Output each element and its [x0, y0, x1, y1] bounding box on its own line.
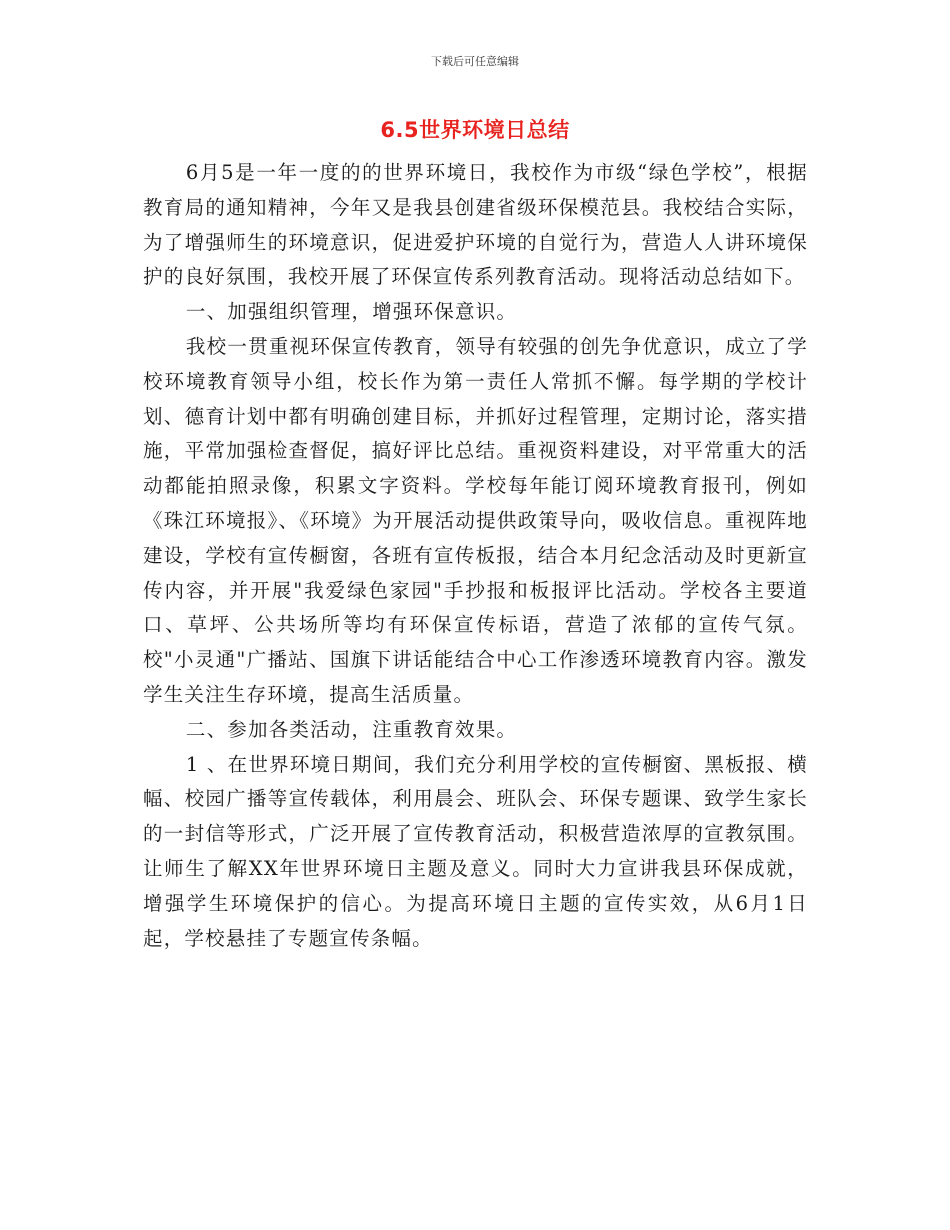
section-heading-2: 二、参加各类活动，注重教育效果。 [185, 717, 518, 741]
page-header-note: 下载后可任意编辑 [431, 55, 519, 68]
paragraph-section-2-item-1: 1 、在世界环境日期间，我们充分利用学校的宣传橱窗、黑板报、横幅、校园广播等宣传载体，利用晨会、班队会、环保专题课、致学生家长的一封信等形式，广泛开展了宣传教育活动，积极营造浓厚的宣教氛围。让师生了解XX年世界环境日主题及意义。同时大力宣讲我县环保成就，增强学生环境保护的信心。为提高环境日主题的宣传实效，从6月1日起，学校悬挂了专题宣传条幅。 [143, 752, 808, 950]
document-title: 6.5世界环境日总结 [380, 118, 570, 142]
section-heading-1: 一、加强组织管理，增强环保意识。 [185, 300, 518, 324]
paragraph-section-1: 我校一贯重视环保宣传教育，领导有较强的创先争优意识，成立了学校环境教育领导小组，校长作为第一责任人常抓不懈。每学期的学校计划、德育计划中都有明确创建目标，并抓好过程管理，定期讨论，落实措施，平常加强检查督促，搞好评比总结。重视资料建设，对平常重大的活动都能拍照录像，积累文字资料。学校每年能订阅环境教育报刊，例如《珠江环境报》、《环境》为开展活动提供政策导向，吸收信息。重视阵地建设，学校有宣传橱窗，各班有宣传板报，结合本月纪念活动及时更新宣传内容，并开展"我爱绿色家园"手抄报和板报评比活动。学校各主要道口、草坪、公共场所等均有环保宣传标语，营造了浓郁的宣传气氛。校"小灵通"广播站、国旗下讲话能结合中心工作渗透环境教育内容。激发学生关注生存环境，提高生活质量。 [143, 334, 808, 706]
document-body [143, 156, 808, 956]
paragraph-intro: 6月5是一年一度的的世界环境日，我校作为市级“绿色学校”，根据教育局的通知精神，今年又是我县创建省级环保模范县。我校结合实际，为了增强师生的环境意识，促进爱护环境的自觉行为，营造人人讲环境保护的良好氛围，我校开展了环保宣传系列教育活动。现将活动总结如下。 [143, 161, 808, 289]
